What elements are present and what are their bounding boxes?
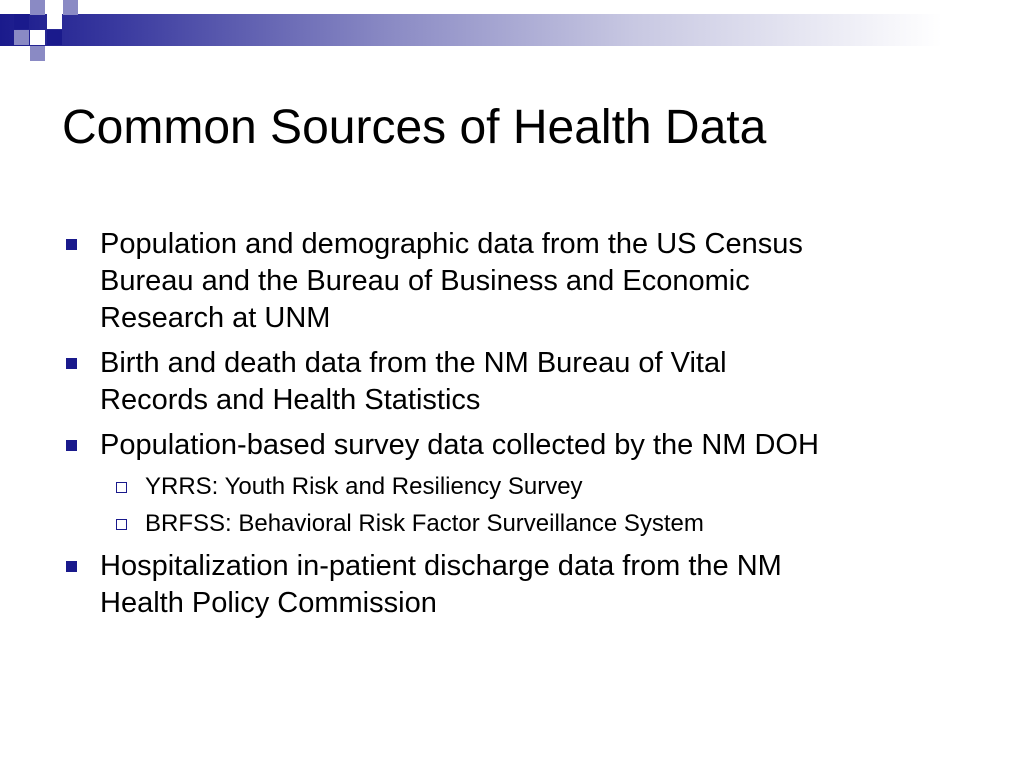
bullet-item-population	[100, 226, 980, 337]
sub-bullet-hollow-square-icon	[116, 482, 127, 493]
bullet-line: Hospitalization in-patient discharge data from the NM	[100, 550, 782, 582]
bullet-item-survey	[100, 427, 980, 464]
bullet-line: Health Policy Commission	[100, 587, 437, 619]
decor-square-light-2	[63, 0, 78, 15]
sub-bullet-hollow-square-icon	[116, 519, 127, 530]
decor-square-light-1	[30, 0, 45, 15]
sub-item-yrrs: YRRS: Youth Risk and Resiliency Survey	[145, 473, 583, 500]
decor-square-white-4	[30, 30, 45, 45]
decor-square-white-2	[47, 0, 62, 15]
bullet-square-icon	[66, 358, 77, 369]
header-gradient-bar	[0, 14, 1024, 46]
bullet-line: Population and demographic data from the US Census	[100, 228, 803, 260]
decor-square-dark-1	[14, 14, 29, 29]
slide-title: Common Sources of Health Data	[62, 101, 767, 154]
decor-square-white-1	[0, 0, 14, 14]
bullet-line: Birth and death data from the NM Bureau of Vital	[100, 347, 727, 379]
bullet-line: Records and Health Statistics	[100, 384, 481, 416]
bullet-line: Population-based survey data collected by the NM DOH	[100, 429, 819, 461]
decor-square-light-3	[14, 30, 29, 45]
bullet-square-icon	[66, 440, 77, 451]
sub-item-brfss: BRFSS: Behavioral Risk Factor Surveillance System	[145, 510, 704, 537]
decor-square-light-4	[30, 46, 45, 61]
bullet-item-birth-death	[100, 345, 980, 419]
bullet-square-icon	[66, 561, 77, 572]
decor-square-white-3	[47, 14, 62, 29]
bullet-line: Research at UNM	[100, 302, 331, 334]
bullet-line: Bureau and the Bureau of Business and Economic	[100, 265, 750, 297]
bullet-square-icon	[66, 239, 77, 250]
decor-square-dark-2	[47, 30, 62, 45]
bullet-item-hospitalization	[100, 548, 980, 622]
